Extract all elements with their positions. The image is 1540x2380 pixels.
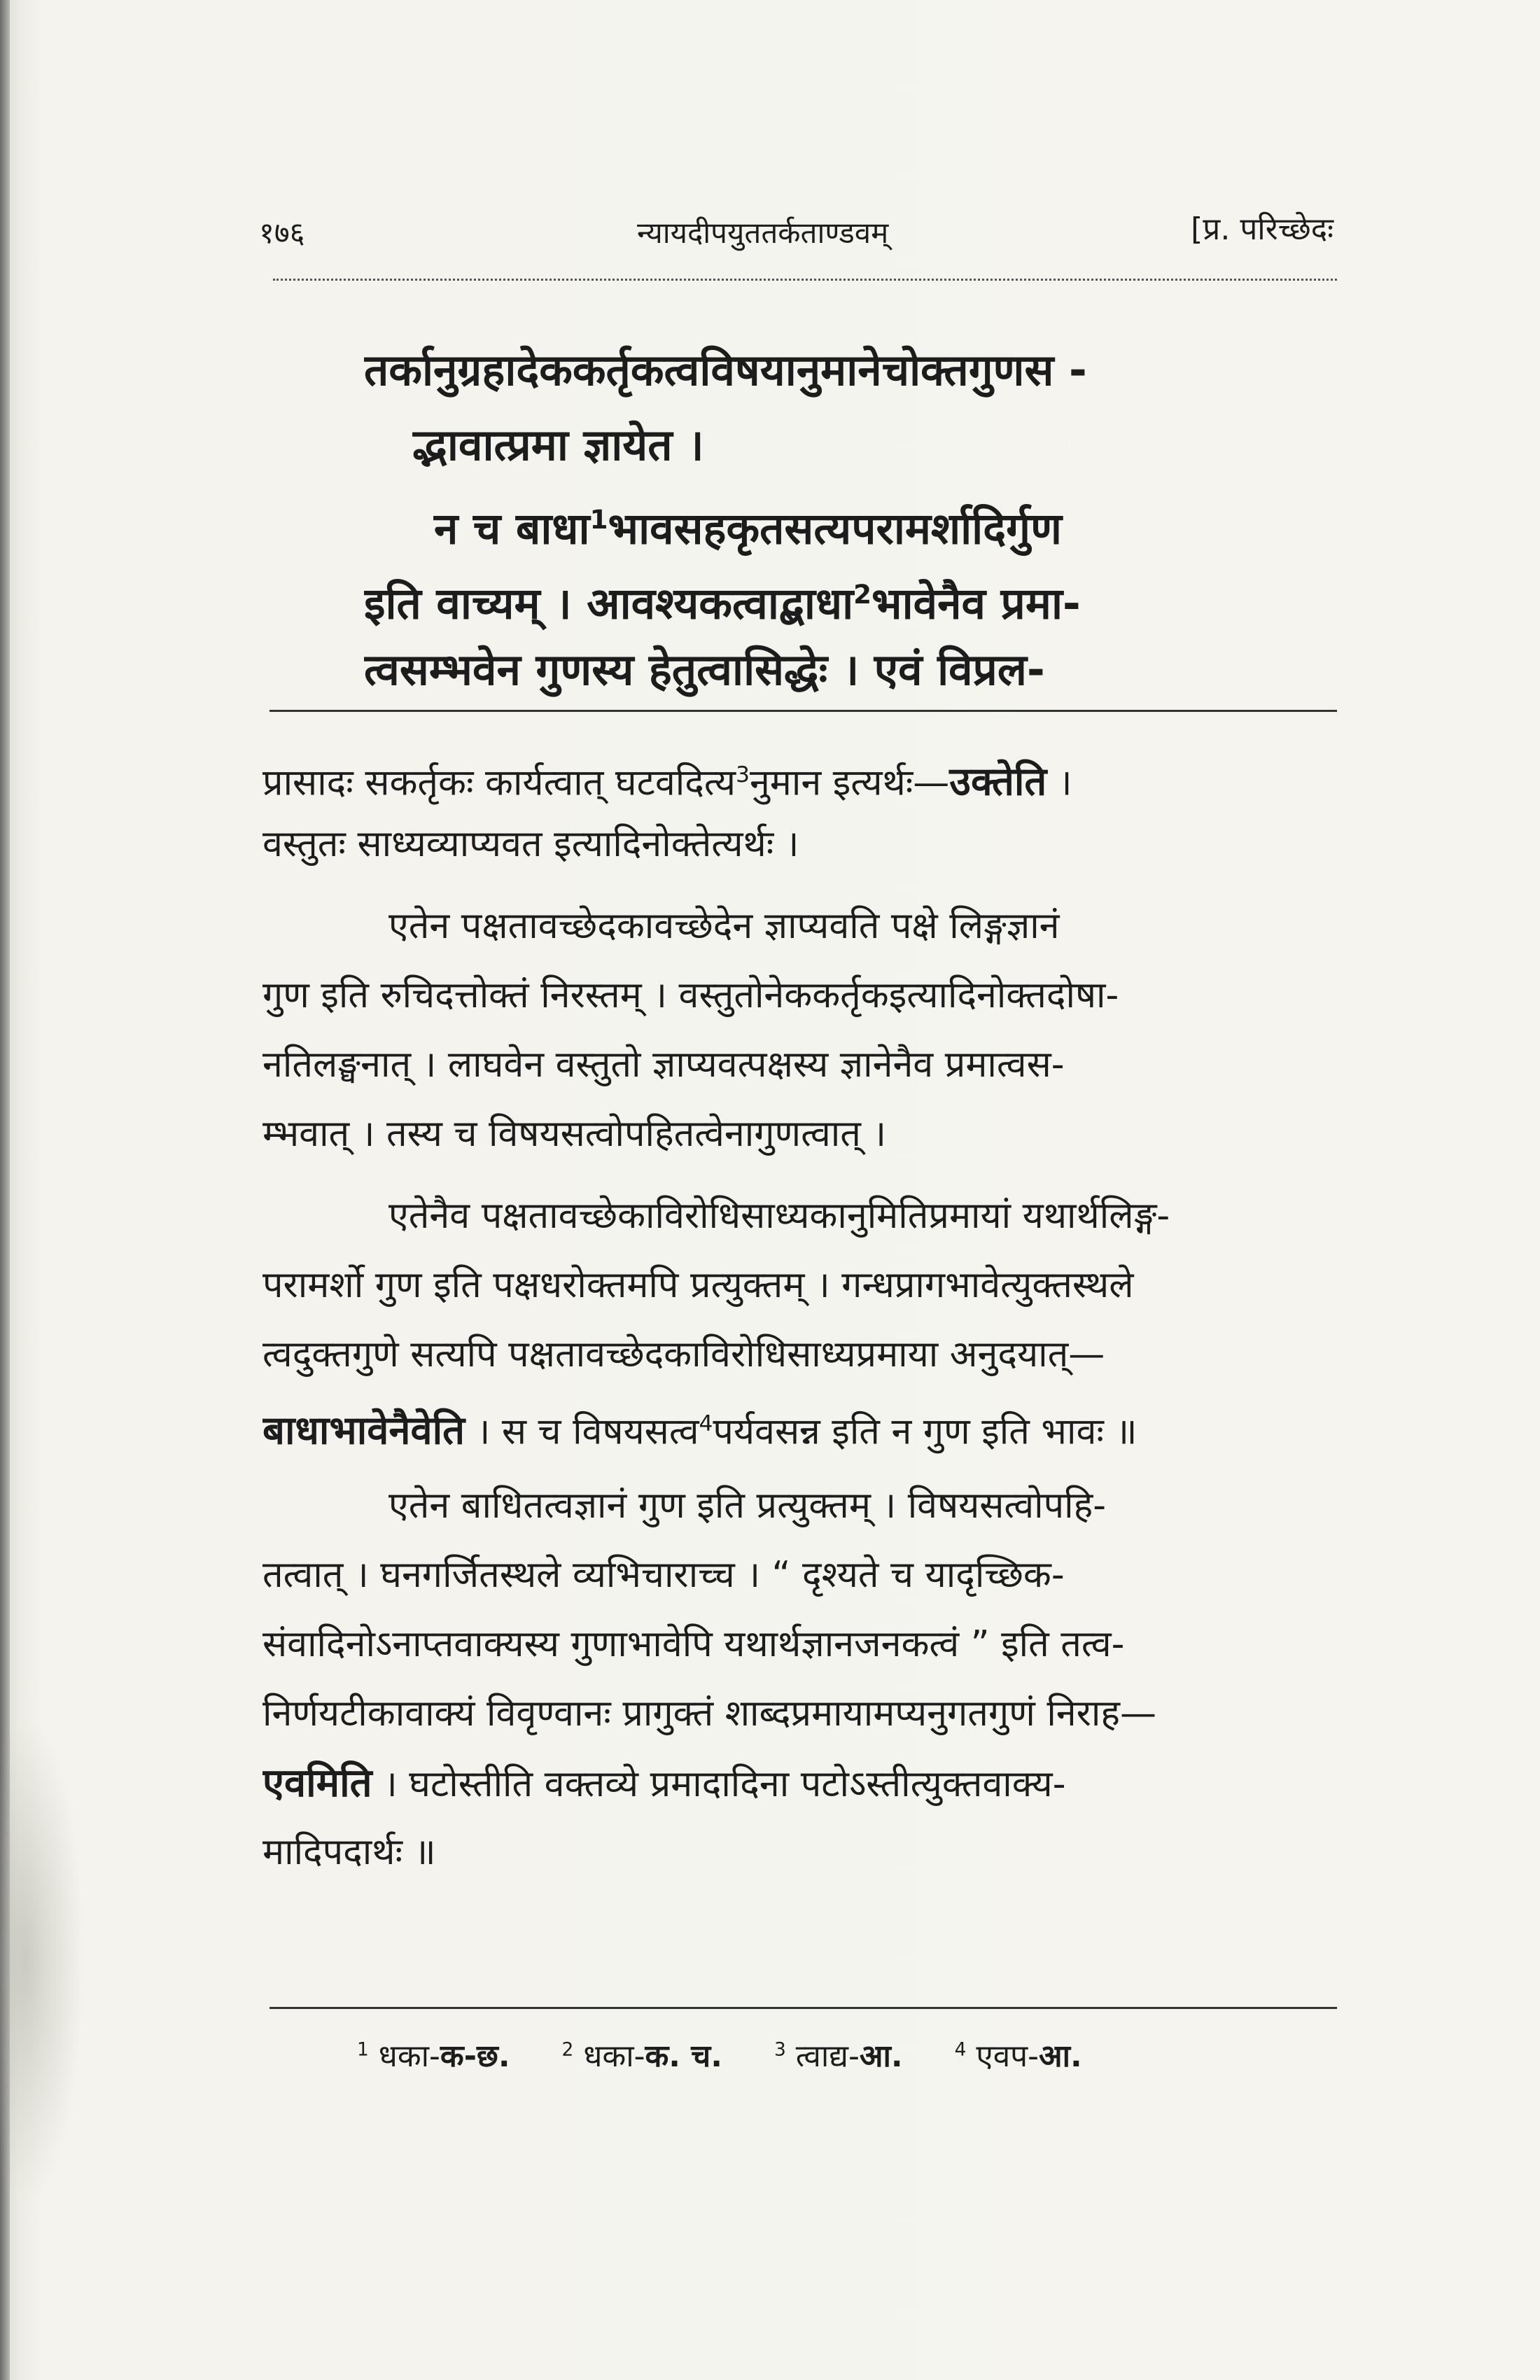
- commentary-line: गुण इति रुचिदत्तोक्तं निरस्तम् । वस्तुतोनेककर्तृकइत्यादिनोक्तदोषा-: [262, 974, 1119, 1016]
- main-text: [364, 332, 1337, 707]
- main-line: [364, 557, 1337, 632]
- commentary-line: वस्तुतः साध्यव्याप्यवत इत्यादिनोक्तेत्यर्थः ।: [262, 823, 799, 865]
- main-text-span: भावेनैव प्रमा-: [872, 578, 1081, 629]
- main-line: तर्कानुग्रहादेककर्तृकत्वविषयानुमानेचोक्तगुणस -: [364, 344, 1087, 396]
- footnote-ref: 2: [853, 579, 872, 610]
- footnote-number: 1: [357, 2038, 369, 2061]
- footnote-ref: 4: [699, 1411, 713, 1436]
- footnote-text: एवप-: [976, 2038, 1040, 2074]
- commentary: [262, 741, 1340, 1887]
- footnote-source: क. च.: [645, 2038, 722, 2074]
- main-line: त्वसम्भवेन गुणस्य हेतुत्वासिद्धेः । एवं विप्रल-: [364, 644, 1045, 695]
- page-number: १७६: [259, 216, 305, 250]
- footnote: [562, 2038, 722, 2074]
- commentary-line: परामर्शो गुण इति पक्षधरोक्तमपि प्रत्युक्तम् । गन्धप्रागभावेत्युक्तस्थले: [262, 1264, 1134, 1306]
- commentary-line: [262, 1390, 1340, 1459]
- section-label: [प्र. परिच्छेदः: [1191, 211, 1334, 247]
- footnote-source: आ.: [1039, 2038, 1082, 2074]
- commentary-line: संवादिनोऽनाप्तवाक्यस्य गुणाभावेपि यथार्थज्ञानजनकत्वं ” इति तत्व-: [262, 1623, 1125, 1665]
- footnote: [357, 2038, 510, 2074]
- commentary-line: निर्णयटीकावाक्यं विवृण्वानः प्रागुक्तं शाब्दप्रमायामप्यनुगतगुणं निराह—: [262, 1693, 1156, 1735]
- main-line: द्भावात्प्रमा ज्ञायेत ।: [413, 419, 704, 470]
- paper-stain: [0, 1715, 84, 2205]
- commentary-line: [262, 741, 1340, 810]
- footnote-ref: 1: [589, 504, 608, 535]
- lemma: उक्तेति: [949, 759, 1047, 805]
- main-text-span: न च बाधा: [434, 503, 590, 554]
- header-rule: [273, 273, 1337, 281]
- commentary-line: त्वदुक्तगुणे सत्यपि पक्षतावच्छेदकाविरोधिसाध्यप्रमाया अनुदयात्—: [262, 1334, 1105, 1376]
- commentary-line: म्भवात् । तस्य च विषयसत्वोपहितत्वेनागुणत्वात् ।: [262, 1113, 887, 1155]
- paragraph-gap: [262, 1459, 1340, 1471]
- commentary-line: नतिलङ्घनात् । लाघवेन वस्तुतो ज्ञाप्यवत्पक्षस्य ज्ञानेनैव प्रमात्वस-: [262, 1044, 1065, 1086]
- commentary-span: नुमान इत्यर्थः—: [749, 762, 950, 804]
- footnote-source: क-छ.: [440, 2038, 510, 2074]
- commentary-span: पर्यवसन्न इति न गुण इति भावः ॥: [713, 1410, 1138, 1453]
- running-title: न्यायदीपयुततर्कताण्डवम्: [637, 216, 889, 250]
- footnote-number: 4: [954, 2038, 967, 2061]
- commentary-line: एतेनैव पक्षतावच्छेकाविरोधिसाध्यकानुमितिप्रमायां यथार्थलिङ्ग-: [388, 1195, 1170, 1237]
- lemma: एवमिति: [262, 1760, 372, 1806]
- footnote-text: धका-: [378, 2038, 440, 2074]
- commentary-span: ।: [1046, 762, 1072, 804]
- footnote-ref: 3: [736, 762, 750, 788]
- footnote-number: 3: [774, 2038, 786, 2061]
- commentary-line: एतेन पक्षतावच्छेदकावच्छेदेन ज्ञाप्यवति पक्षे लिङ्गज्ञानं: [388, 905, 1060, 947]
- text-divider: [270, 710, 1337, 712]
- footnote-text: धका-: [583, 2038, 645, 2074]
- commentary-line: एतेन बाधितत्वज्ञानं गुण इति प्रत्युक्तम् । विषयसत्वोपहि-: [388, 1485, 1106, 1527]
- lemma: बाधाभावेनैवेति: [262, 1408, 465, 1454]
- footnote-number: 2: [561, 2038, 574, 2061]
- main-text-span: इति वाच्यम् । आवश्यकत्वाद्बाधा: [364, 578, 854, 629]
- commentary-span: । स च विषयसत्व: [465, 1410, 699, 1453]
- commentary-line: [262, 1749, 1340, 1818]
- footnote-text: त्वाद्य-: [795, 2038, 860, 2074]
- paragraph-gap: [262, 879, 1340, 892]
- footnote-rule: [270, 2007, 1337, 2009]
- commentary-span: प्रासादः सकर्तृकः कार्यत्वात् घटवदित्य: [262, 762, 736, 804]
- footnote-source: आ.: [859, 2038, 903, 2074]
- commentary-line: तत्वात् । घनगर्जितस्थले व्यभिचाराच्च । “ दृश्यते च यादृच्छिक-: [262, 1554, 1065, 1596]
- footnote: [955, 2038, 1082, 2074]
- footnote: [774, 2038, 903, 2074]
- paragraph-gap: [262, 1169, 1340, 1182]
- footnotes: [357, 2033, 1337, 2076]
- commentary-span: । घटोस्तीति वक्तव्ये प्रमादादिना पटोऽस्तीत्युक्तवाक्य-: [372, 1763, 1066, 1805]
- main-line: [364, 482, 1337, 557]
- page-header: [259, 206, 1340, 262]
- commentary-line: मादिपदार्थः ॥: [262, 1831, 436, 1873]
- main-text-span: भावसहकृतसत्यपरामर्शादिर्गुण: [608, 503, 1062, 554]
